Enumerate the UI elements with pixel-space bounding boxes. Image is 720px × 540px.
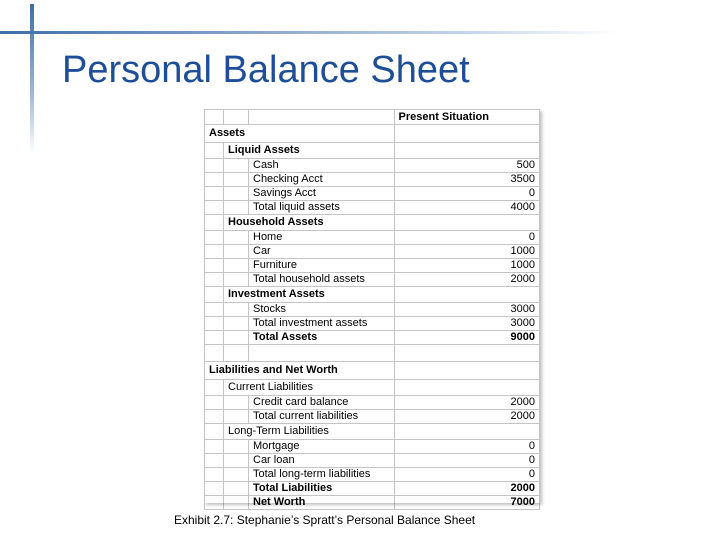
- current-liabilities-heading: Current Liabilities: [224, 380, 395, 396]
- balance-sheet-table: [204, 109, 540, 510]
- table-row: [205, 468, 540, 482]
- liabilities-heading: Liabilities and Net Worth: [205, 362, 395, 380]
- row-value: 0: [394, 231, 540, 245]
- table-row: [205, 159, 540, 173]
- net-worth-value: 7000: [394, 496, 540, 510]
- row-label: Savings Acct: [249, 187, 395, 201]
- row-value: 3000: [394, 317, 540, 331]
- row-label: Stocks: [249, 303, 395, 317]
- row-value: 1000: [394, 245, 540, 259]
- row-value: 0: [394, 187, 540, 201]
- table-row: [205, 303, 540, 317]
- total-row: [205, 482, 540, 496]
- row-label: Total current liabilities: [249, 410, 395, 424]
- investment-assets-heading: Investment Assets: [224, 287, 395, 303]
- row-label: Total investment assets: [249, 317, 395, 331]
- row-value: 0: [394, 440, 540, 454]
- net-worth-label: Net Worth: [249, 496, 395, 510]
- table-row: [205, 231, 540, 245]
- table-row: [205, 259, 540, 273]
- row-value: 2000: [394, 410, 540, 424]
- total-assets-label: Total Assets: [249, 331, 395, 345]
- row-label: Car loan: [249, 454, 395, 468]
- row-value: 2000: [394, 273, 540, 287]
- table-row: [205, 173, 540, 187]
- row-label: Mortgage: [249, 440, 395, 454]
- row-label: Furniture: [249, 259, 395, 273]
- exhibit-caption: Exhibit 2.7: Stephanie’s Spratt’s Personal Balance Sheet: [174, 513, 476, 527]
- table-row: [205, 440, 540, 454]
- row-label: Total long-term liabilities: [249, 468, 395, 482]
- row-value: 0: [394, 454, 540, 468]
- row-value: 2000: [394, 396, 540, 410]
- total-liabilities-value: 2000: [394, 482, 540, 496]
- row-value: 3000: [394, 303, 540, 317]
- table-header-row: [205, 110, 540, 125]
- subsection-heading-row: [205, 380, 540, 396]
- row-label: Total household assets: [249, 273, 395, 287]
- table-row: [205, 201, 540, 215]
- balance-sheet: [204, 109, 540, 508]
- row-label: Checking Acct: [249, 173, 395, 187]
- liquid-assets-heading: Liquid Assets: [224, 143, 395, 159]
- spacer-row: [205, 345, 540, 362]
- assets-heading: Assets: [205, 125, 395, 143]
- long-term-liabilities-heading: Long-Term Liabilities: [224, 424, 395, 440]
- total-assets-value: 9000: [394, 331, 540, 345]
- table-row: [205, 396, 540, 410]
- row-value: 0: [394, 468, 540, 482]
- table-row: [205, 317, 540, 331]
- table-row: [205, 454, 540, 468]
- row-value: 3500: [394, 173, 540, 187]
- table-row: [205, 187, 540, 201]
- row-label: Cash: [249, 159, 395, 173]
- column-header-present-situation: Present Situation: [394, 110, 540, 125]
- subsection-heading-row: [205, 424, 540, 440]
- subsection-heading-row: [205, 215, 540, 231]
- row-label: Car: [249, 245, 395, 259]
- total-row: [205, 331, 540, 345]
- table-row: [205, 410, 540, 424]
- row-label: Credit card balance: [249, 396, 395, 410]
- row-label: Total liquid assets: [249, 201, 395, 215]
- subsection-heading-row: [205, 143, 540, 159]
- section-heading-row: [205, 125, 540, 143]
- title-accent-horizontal-line: [0, 31, 620, 34]
- slide-title: Personal Balance Sheet: [62, 49, 470, 91]
- row-value: 1000: [394, 259, 540, 273]
- row-value: 4000: [394, 201, 540, 215]
- subsection-heading-row: [205, 287, 540, 303]
- table-row: [205, 245, 540, 259]
- table-row: [205, 273, 540, 287]
- total-liabilities-label: Total Liabilities: [249, 482, 395, 496]
- household-assets-heading: Household Assets: [224, 215, 395, 231]
- section-heading-row: [205, 362, 540, 380]
- row-label: Home: [249, 231, 395, 245]
- title-accent-vertical-line: [30, 4, 34, 154]
- row-value: 500: [394, 159, 540, 173]
- total-row: [205, 496, 540, 510]
